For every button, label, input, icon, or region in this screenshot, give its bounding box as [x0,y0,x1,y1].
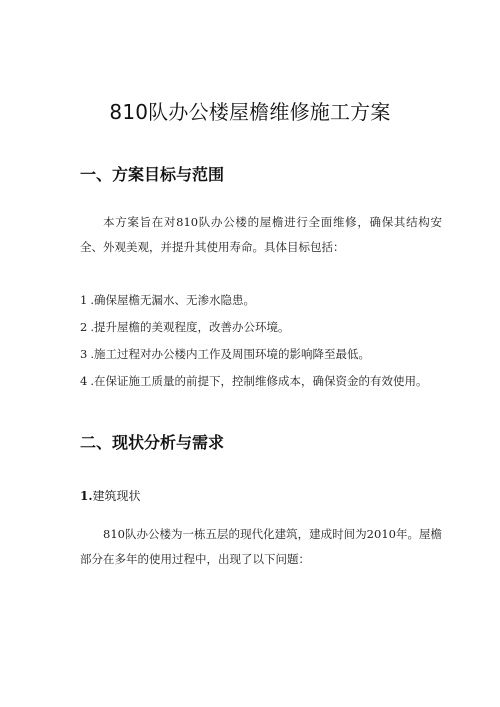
list-item-text: .提升屋檐的美观程度，改善办公环境。 [90,320,290,334]
list-item [80,346,370,362]
subsection-heading [80,487,141,504]
list-item [80,292,255,308]
list-item [80,319,289,335]
list-item-text: .施工过程对办公楼内工作及周围环境的影响降至最低。 [90,347,370,361]
list-item-text: .在保证施工质量的前提下，控制维修成本，确保资金的有效使用。 [90,374,428,388]
section-heading-goals: 一、方案目标与范围 [80,165,225,184]
document-title: 810队办公楼屋檐维修施工方案 [109,100,391,124]
subsection-number: 1. [80,489,93,503]
list-item [80,373,427,389]
building-status-paragraph: 810队办公楼为一栋五层的现代化建筑，建成时间为2010年。屋檐部分在多年的使用过程中，出现了以下问题： [80,527,442,566]
list-item-text: .确保屋檐无漏水、无渗水隐患。 [90,293,255,307]
list-item-number: 3 [80,347,88,361]
list-item-number: 1 [80,293,88,307]
list-item-number: 2 [80,320,88,334]
section-heading-analysis: 二、现状分析与需求 [80,433,225,452]
list-item-number: 4 [80,374,88,388]
section-intro-paragraph: 本方案旨在对810队办公楼的屋檐进行全面维修，确保其结构安全、外观美观，并提升其使用寿命。具体目标包括： [80,215,442,254]
subsection-label: 建筑现状 [92,489,141,503]
